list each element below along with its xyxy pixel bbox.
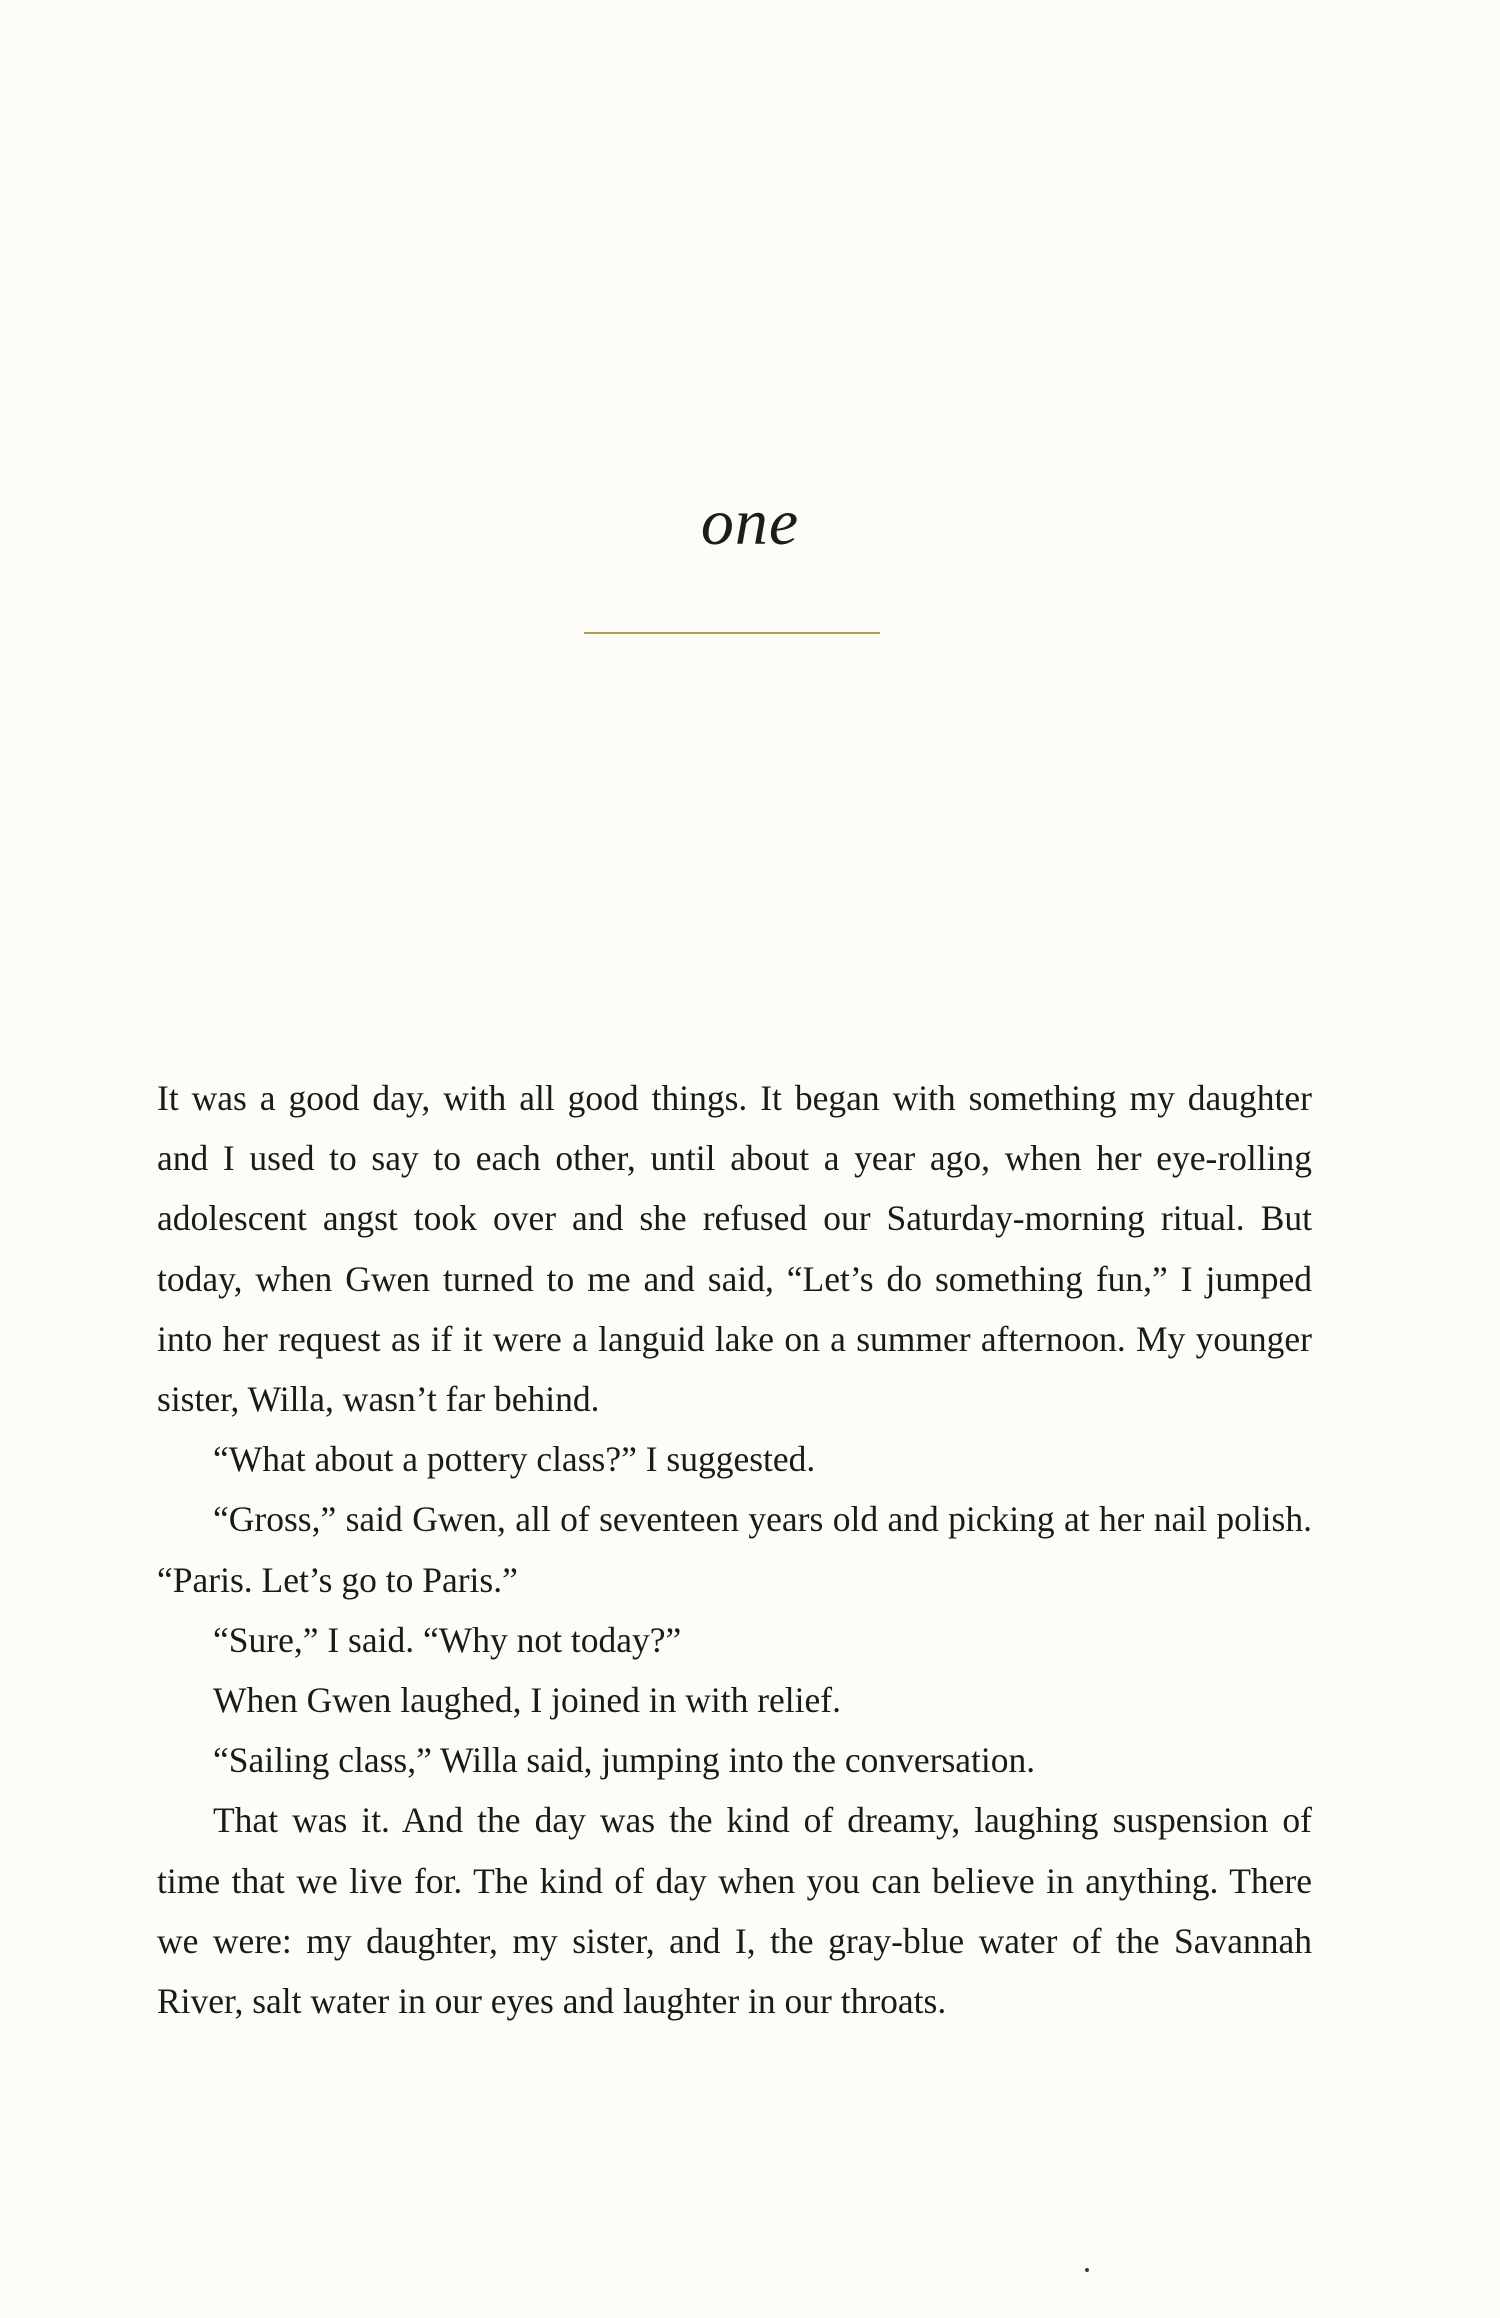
paragraph-1: It was a good day, with all good things. It began with something my daughter and I used to say to each other, until about a year ago, when her eye-rolling adolescent angst took over and she refused our Saturday-morning ritual. But today, when Gwen turned to me and said, “Let’s do something fun,” I jumped into her request as if it were a languid lake on a summer afternoon. My younger sister, Willa, wasn’t far behind. <box>157 1078 1312 1420</box>
chapter-body <box>157 1068 1312 2031</box>
paragraph-3: “Gross,” said Gwen, all of seventeen years old and picking at her nail polish. “Paris. Let’s go to Paris.” <box>157 1499 1312 1600</box>
paragraph-4: “Sure,” I said. “Why not today?” <box>213 1619 682 1660</box>
paragraph-7: That was it. And the day was the kind of dreamy, laughing suspension of time that we live for. The kind of day when you can believe in anything. There we were: my daughter, my sister, and I, the gray-blue water of the Savannah River, salt water in our eyes and laughter in our throats. <box>157 1800 1312 2022</box>
chapter-title: one <box>700 486 800 559</box>
paragraph-5: When Gwen laughed, I joined in with relief. <box>213 1680 841 1721</box>
chapter-title-rule <box>584 632 880 634</box>
scan-speck <box>1085 2268 1089 2272</box>
paragraph-2: “What about a pottery class?” I suggested. <box>213 1439 816 1480</box>
paragraph-6: “Sailing class,” Willa said, jumping into the conversation. <box>213 1740 1036 1781</box>
